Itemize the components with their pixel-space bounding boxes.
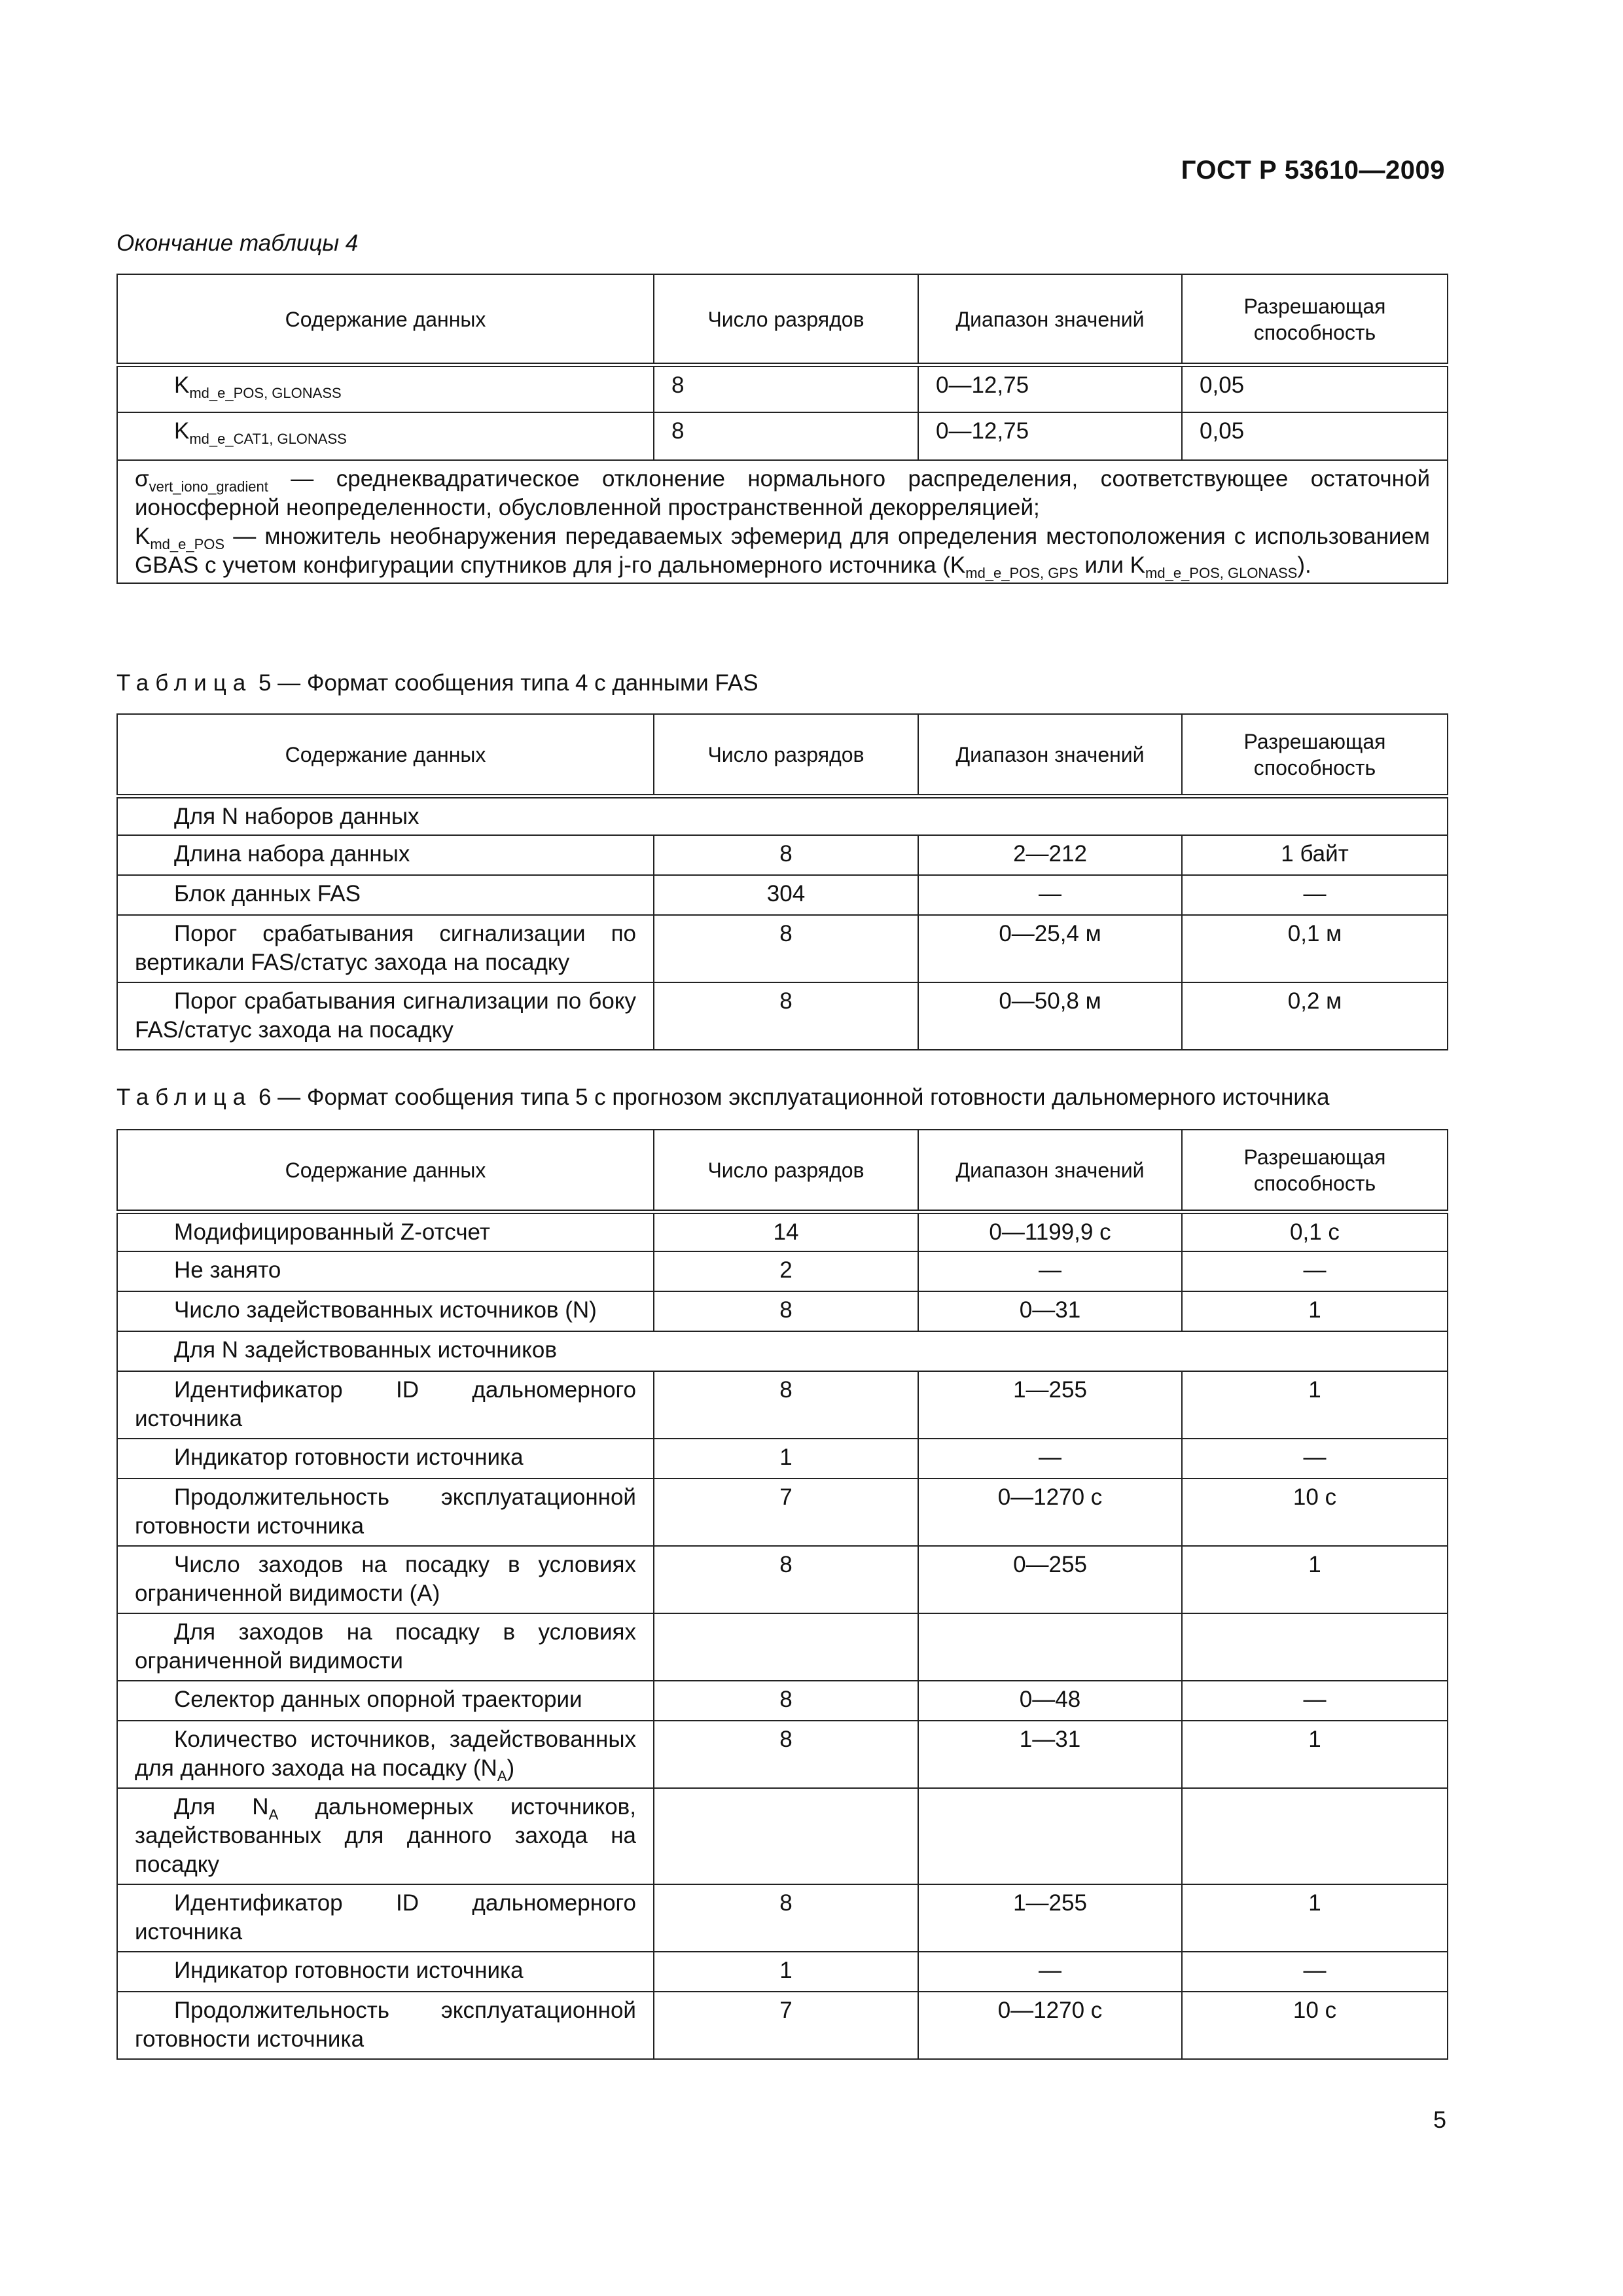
table-row: [117, 1251, 1448, 1291]
table-row: [117, 1479, 1448, 1546]
cell-resolution: 1: [1182, 1884, 1448, 1952]
cell-range: 0—50,8 м: [918, 982, 1182, 1050]
cell-range: 0—12,75: [918, 365, 1182, 412]
cell-content: Идентификатор ID дальномерного источника: [117, 1371, 654, 1439]
cell-range: 0—31: [918, 1291, 1182, 1331]
table4-caption: Окончание таблицы 4: [116, 230, 359, 256]
cell-content: Количество источников, задействованных для данного захода на посадку $(N_A)$: [117, 1721, 654, 1788]
cell-content: Продолжительность эксплуатационной готовности источника: [117, 1479, 654, 1546]
cell-bits: 8: [654, 1371, 918, 1439]
cell-resolution: 10 с: [1182, 1992, 1448, 2059]
col-header-bits: Число разрядов: [654, 714, 918, 796]
table-row: [117, 1546, 1448, 1613]
cell-resolution: [1182, 1613, 1448, 1681]
col-header-content: Содержание данных: [117, 274, 654, 365]
cell-content: Продолжительность эксплуатационной готовности источника: [117, 1992, 654, 2059]
note-kmd: $K_{md\_e\_POS}$ — множитель необнаружения передаваемых эфемерид для определения местоположения с использованием GBAS с учетом конфигурации спутников для j-го дальномерного источника ($K_{md\_e\_POS, GPS}$ или $K_{md\_e\_POS, GLONASS}$).: [135, 524, 1430, 581]
cell-bits: 8: [654, 365, 918, 412]
cell-bits: 8: [654, 1546, 918, 1613]
cell-resolution: [1182, 1788, 1448, 1884]
cell-bits: 14: [654, 1211, 918, 1251]
col-header-content: Содержание данных: [117, 1130, 654, 1211]
cell-bits: 8: [654, 1721, 918, 1788]
cell-resolution: 1: [1182, 1721, 1448, 1788]
table-row: [117, 1788, 1448, 1884]
table-row: [117, 1992, 1448, 2059]
cell-range: 0—25,4 м: [918, 915, 1182, 982]
cell-group: Для N наборов данных: [117, 796, 1448, 835]
cell-group: Для N задействованных источников: [117, 1331, 1448, 1371]
cell-content: Блок данных FAS: [117, 875, 654, 915]
cell-bits: [654, 1613, 918, 1681]
cell-resolution: —: [1182, 1439, 1448, 1479]
cell-range: 2—212: [918, 835, 1182, 875]
cell-resolution: 0,2 м: [1182, 982, 1448, 1050]
cell-range: [918, 1613, 1182, 1681]
table-row: [117, 1952, 1448, 1992]
cell-bits: 8: [654, 915, 918, 982]
cell-bits: 8: [654, 412, 918, 460]
table5: [116, 713, 1448, 1050]
cell-range: 1—31: [918, 1721, 1182, 1788]
col-header-range: Диапазон значений: [918, 274, 1182, 365]
note-sigma: $\sigma_{vert\_iono\_gradient}$ — среднеквадратическое отклонение нормального распределения, соответствующее остаточной ионосферной неопределенности, обусловленной пространственной декорреляцией;: [135, 466, 1430, 520]
cell-content: Порог срабатывания сигнализации по боку FAS/статус захода на посадку: [117, 982, 654, 1050]
table-group-row: [117, 796, 1448, 835]
table-row: [117, 835, 1448, 875]
cell-resolution: 1: [1182, 1291, 1448, 1331]
cell-content: Индикатор готовности источника: [117, 1439, 654, 1479]
cell-content: $K_{md\_e\_CAT1, GLONASS}$: [117, 412, 654, 460]
cell-range: —: [918, 1251, 1182, 1291]
cell-bits: 8: [654, 835, 918, 875]
cell-range: —: [918, 1952, 1182, 1992]
cell-range: 0—12,75: [918, 412, 1182, 460]
col-header-bits: Число разрядов: [654, 1130, 918, 1211]
cell-resolution: —: [1182, 1952, 1448, 1992]
table-row: [117, 875, 1448, 915]
cell-range: —: [918, 1439, 1182, 1479]
cell-bits: 7: [654, 1992, 918, 2059]
cell-range: 0—1270 с: [918, 1479, 1182, 1546]
col-header-content: Содержание данных: [117, 714, 654, 796]
cell-range: [918, 1788, 1182, 1884]
table-note-row: [117, 460, 1448, 583]
table5-caption: Таблица 5 — Формат сообщения типа 4 с данными FAS: [116, 670, 758, 696]
cell-bits: 1: [654, 1952, 918, 1992]
table-row: [117, 1211, 1448, 1251]
cell-range: 0—48: [918, 1681, 1182, 1721]
table-row: [117, 1721, 1448, 1788]
cell-content: Идентификатор ID дальномерного источника: [117, 1884, 654, 1952]
cell-content: Селектор данных опорной траектории: [117, 1681, 654, 1721]
cell-range: 1—255: [918, 1371, 1182, 1439]
table4-note: [117, 460, 1448, 583]
table-row: [117, 915, 1448, 982]
col-header-resolution: Разрешающая способность: [1182, 1130, 1448, 1211]
table-row: [117, 1291, 1448, 1331]
table-row: [117, 365, 1448, 412]
cell-bits: 7: [654, 1479, 918, 1546]
document-number: ГОСТ Р 53610—2009: [1181, 156, 1445, 185]
cell-content: Число задействованных источников (N): [117, 1291, 654, 1331]
col-header-resolution: Разрешающая способность: [1182, 714, 1448, 796]
cell-range: 0—255: [918, 1546, 1182, 1613]
table-row: [117, 1884, 1448, 1952]
cell-range: 0—1199,9 с: [918, 1211, 1182, 1251]
cell-content: Модифицированный Z-отсчет: [117, 1211, 654, 1251]
table4: [116, 274, 1448, 584]
table-row: [117, 1439, 1448, 1479]
cell-range: —: [918, 875, 1182, 915]
cell-bits: 8: [654, 1884, 918, 1952]
cell-bits: 1: [654, 1439, 918, 1479]
table-row: [117, 1681, 1448, 1721]
cell-resolution: 10 с: [1182, 1479, 1448, 1546]
cell-content: Для $N_A$ дальномерных источников, задействованных для данного захода на посадку: [117, 1788, 654, 1884]
cell-bits: 2: [654, 1251, 918, 1291]
col-header-resolution: Разрешающая способность: [1182, 274, 1448, 365]
cell-resolution: 0,1 м: [1182, 915, 1448, 982]
table6-caption: Таблица 6 — Формат сообщения типа 5 с прогнозом эксплуатационной готовности дальномерного источника: [116, 1085, 1330, 1110]
cell-resolution: 0,1 с: [1182, 1211, 1448, 1251]
table-row: [117, 412, 1448, 460]
cell-bits: [654, 1788, 918, 1884]
cell-bits: 8: [654, 1291, 918, 1331]
cell-resolution: 0,05: [1182, 412, 1448, 460]
cell-bits: 8: [654, 982, 918, 1050]
cell-content: Для заходов на посадку в условиях ограниченной видимости: [117, 1613, 654, 1681]
col-header-bits: Число разрядов: [654, 274, 918, 365]
cell-content: Число заходов на посадку в условиях ограниченной видимости (A): [117, 1546, 654, 1613]
cell-resolution: —: [1182, 875, 1448, 915]
cell-bits: 8: [654, 1681, 918, 1721]
col-header-range: Диапазон значений: [918, 714, 1182, 796]
cell-resolution: —: [1182, 1681, 1448, 1721]
cell-content: $K_{md\_e\_POS, GLONASS}$: [117, 365, 654, 412]
table6: [116, 1129, 1448, 2060]
cell-content: Длина набора данных: [117, 835, 654, 875]
page-number: 5: [1433, 2106, 1446, 2133]
cell-resolution: 0,05: [1182, 365, 1448, 412]
cell-resolution: 1: [1182, 1371, 1448, 1439]
table-row: [117, 982, 1448, 1050]
col-header-range: Диапазон значений: [918, 1130, 1182, 1211]
cell-content: Порог срабатывания сигнализации по вертикали FAS/статус захода на посадку: [117, 915, 654, 982]
cell-resolution: 1: [1182, 1546, 1448, 1613]
table-group-row: [117, 1331, 1448, 1371]
cell-bits: 304: [654, 875, 918, 915]
cell-range: 0—1270 с: [918, 1992, 1182, 2059]
table-row: [117, 1613, 1448, 1681]
cell-resolution: —: [1182, 1251, 1448, 1291]
table-row: [117, 1371, 1448, 1439]
cell-range: 1—255: [918, 1884, 1182, 1952]
cell-content: Индикатор готовности источника: [117, 1952, 654, 1992]
cell-content: Не занято: [117, 1251, 654, 1291]
cell-resolution: 1 байт: [1182, 835, 1448, 875]
